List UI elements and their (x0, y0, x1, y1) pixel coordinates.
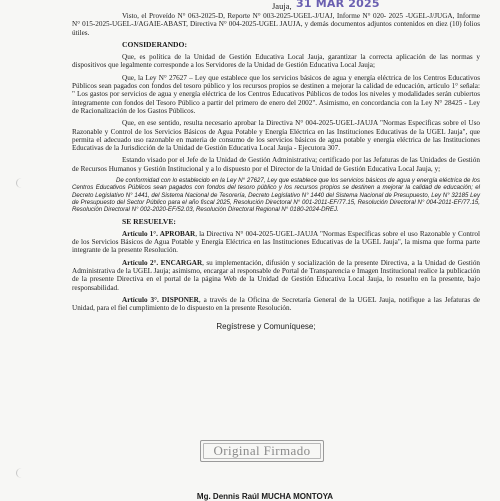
signature-stamp-text: Original Firmado (213, 443, 311, 458)
article-label: Artículo 1°. APROBAR (122, 229, 196, 238)
considerando-paragraph: Que, la Ley N° 27627 – Ley que establece que los servicios básicos de agua y energía eléctrica de los Centros Educativos Públicos sean pagados con fondos del tesoro público y los recursos propios se destinen a mejorar la calidad de educación, artículo 1° señala: " Los gastos por servicios de agua y energía eléctrica de los Centros Educativos Públicos de todos los niveles y modalidades serán cubiertos íntegramente con fondos del Tesoro Público a partir del primero de enero del 2002". Asimismo, en concordancia con la Ley N° 28425 - Ley de Racionalización de los Gastos Públicos. (72, 73, 480, 115)
article-text: , la Directiva N° 004-2025-UGEL-JAUJA "Normas Específicas sobre el uso Razonable y Control de los Servicios Básicos de Agua Potable y Energía Eléctrica en las Instituciones Educativas de la UGEL Jauja", la misma que forma parte integrante de la presente Resolución. (72, 229, 480, 255)
article-paragraph (72, 230, 480, 255)
signature-stamp (200, 440, 324, 462)
considerando-heading: CONSIDERANDO: (122, 39, 187, 49)
resuelve-heading: SE RESUELVE: (122, 216, 176, 226)
document-body (72, 12, 480, 331)
punch-hole-mark (16, 178, 27, 188)
considerando-paragraph: Que, es política de la Unidad de Gestión Educativa Local Jauja, garantizar la correcta aplicación de las normas y dispositivos que legalmente corresponde a los Servidores de la Unidad de Gestión Educativa Local Jauja; (72, 53, 480, 70)
considerando-paragraph: Que, en ese sentido, resulta necesario aprobar la Directiva N° 004-2025-UGEL-JAUJA "Normas Específicas sobre el Uso Razonable y Control de los Servicios Básicos de Agua Potable y Energía Eléctrica en las Instituciones Educativas de la UGEL Jauja", que permita el adecuado uso razonable en materia de consumo de los servicios básicos de agua potable y energía eléctrica de las Instituciones Educativas de la Jurisdicción de la Unidad de Gestión Educativa Local Jauja - Ejecutora 307. (72, 119, 480, 153)
punch-hole-mark (16, 468, 27, 478)
article-label: Artículo 3°. DISPONER (122, 295, 199, 304)
city-label: Jauja, (272, 1, 292, 11)
conformidad-text: De conformidad con lo establecido en la Ley N° 27627, Ley que establece que los servicios básicos de agua y energía eléctrica de los Centros Educativos Públicos sean pagados con fondos del tesoro público y los recursos propios se destinen a mejorar la calidad de educación; el Decreto Legislativo N° 1441, del Sistema Nacional de Tesorería, Decreto Legislativo N° 1440 del Sistema Nacional de Presupuesto, Ley N° 32185 Ley de Presupuesto del Sector Público para el año fiscal 2025, Resolución Directoral N° 001-2011-EF/77.15, Resolución Directoral N° 004-2011-EF/77.15, Resolución Directoral N° 002-2020-EF/52.03, Resolución Directoral Regional N° 0180-2024-DREJ. (72, 177, 480, 214)
date-stamp: 31 MAR 2025 (296, 0, 380, 10)
conformidad-paragraph (72, 177, 480, 213)
considerando-paragraph: Estando visado por el Jefe de la Unidad de Gestión Administrativa; certificado por las Jefaturas de las Unidades de Gestión de Recursos Humanos y Gestión Institucional y a lo dispuesto por el Director de la Unidad de Gestión Educativa Local Jauja, y; (72, 156, 480, 173)
article-text: , su implementación, difusión y socialización de la presente Directiva, a la Unidad de Gestión Administrativa de la UGEL Jauja; asimismo, encargar al responsable de Portal de Transparencia e Imagen Institucional realice la publicación de la presente Directiva en el portal de la página Web de la Unidad de Gestión Educativa Local Jauja, lo resuelto en la presente, bajo responsabilidad. (72, 258, 481, 292)
visto-paragraph: Visto, el Proveído N° 063-2025-D, Reporte N° 003-2025-UGEL-J/UAJ, Informe N° 020- 2025 -UGEL-J/JUGA, Informe N° 015-2025-UGEL-J/AGAIE-ABAST, Directiva N° 004-2025-UGEL JAUJA, y demás documentos adjuntos contenidos en diez (10) folios útiles. (72, 12, 480, 37)
article-paragraph (72, 259, 480, 292)
article-paragraph (72, 296, 480, 313)
article-text: , a través de la Oficina de Secretaría General de la UGEL Jauja, notifique a las Jefaturas de Unidad, para el fiel cumplimiento de lo dispuesto en la presente Resolución. (72, 295, 480, 313)
article-label: Artículo 2°. ENCARGAR (122, 258, 203, 267)
signer-name: Mg. Dennis Raúl MUCHA MONTOYA (196, 492, 334, 501)
closing-line: Regístrese y Comuníquese; (216, 321, 316, 331)
